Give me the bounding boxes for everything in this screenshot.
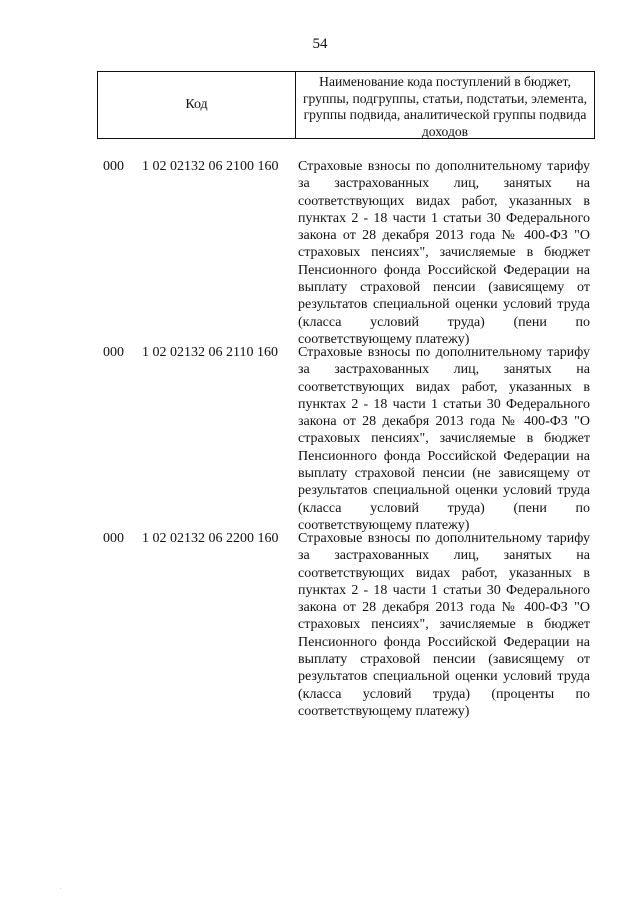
revenue-code: 1 02 02132 06 2100 160 [142,159,279,174]
scan-speck: . [60,885,62,891]
revenue-code: 1 02 02132 06 2110 160 [142,345,278,360]
description-text: Страховые взносы по дополнительному тарифу за застрахованных лиц, занятых на соответствующих видах работ, указанных в пунктах 2 - 18 части 1 статьи 30 Федерального закона от 28 декабря 2013 года № 400-ФЗ "О страховых пенсиях", зачисляемые в бюджет Пенсионного фонда Российской Федерации на выплату страховой пенсии (не зависящему от результатов специальной оценки условий труда (класса условий труда) (пени по соответствующему платежу) [298,345,590,533]
table-row [0,530,640,719]
page-number: 54 [312,36,328,52]
header-code-cell: Код [98,72,296,138]
table-body [0,158,640,719]
table-row [0,158,640,347]
admin-code: 000 [103,531,124,546]
table-row [0,344,640,533]
revenue-description [298,530,590,720]
revenue-description [298,158,590,348]
description-text: Страховые взносы по дополнительному тарифу за застрахованных лиц, занятых на соответствующих видах работ, указанных в пунктах 2 - 18 части 1 статьи 30 Федерального закона от 28 декабря 2013 года № 400-ФЗ "О страховых пенсиях", зачисляемые в бюджет Пенсионного фонда Российской Федерации на выплату страховой пенсии (зависящему от результатов специальной оценки условий труда (класса условий труда) (пени по соответствующему платежу) [298,159,590,347]
revenue-code: 1 02 02132 06 2200 160 [142,531,279,546]
table-header [97,71,595,139]
revenue-description [298,344,590,534]
admin-code: 000 [103,159,124,174]
header-name-cell: Наименование кода поступлений в бюджет, группы, подгруппы, статьи, подстатьи, элемента, группы подвида, аналитической группы подвида доходов [302,74,588,139]
admin-code: 000 [103,345,124,360]
description-text: Страховые взносы по дополнительному тарифу за застрахованных лиц, занятых на соответствующих видах работ, указанных в пунктах 2 - 18 части 1 статьи 30 Федерального закона от 28 декабря 2013 года № 400-ФЗ "О страховых пенсиях", зачисляемые в бюджет Пенсионного фонда Российской Федерации на выплату страховой пенсии (зависящему от результатов специальной оценки условий труда (класса условий труда) (проценты по соответствующему платежу) [298,531,590,719]
